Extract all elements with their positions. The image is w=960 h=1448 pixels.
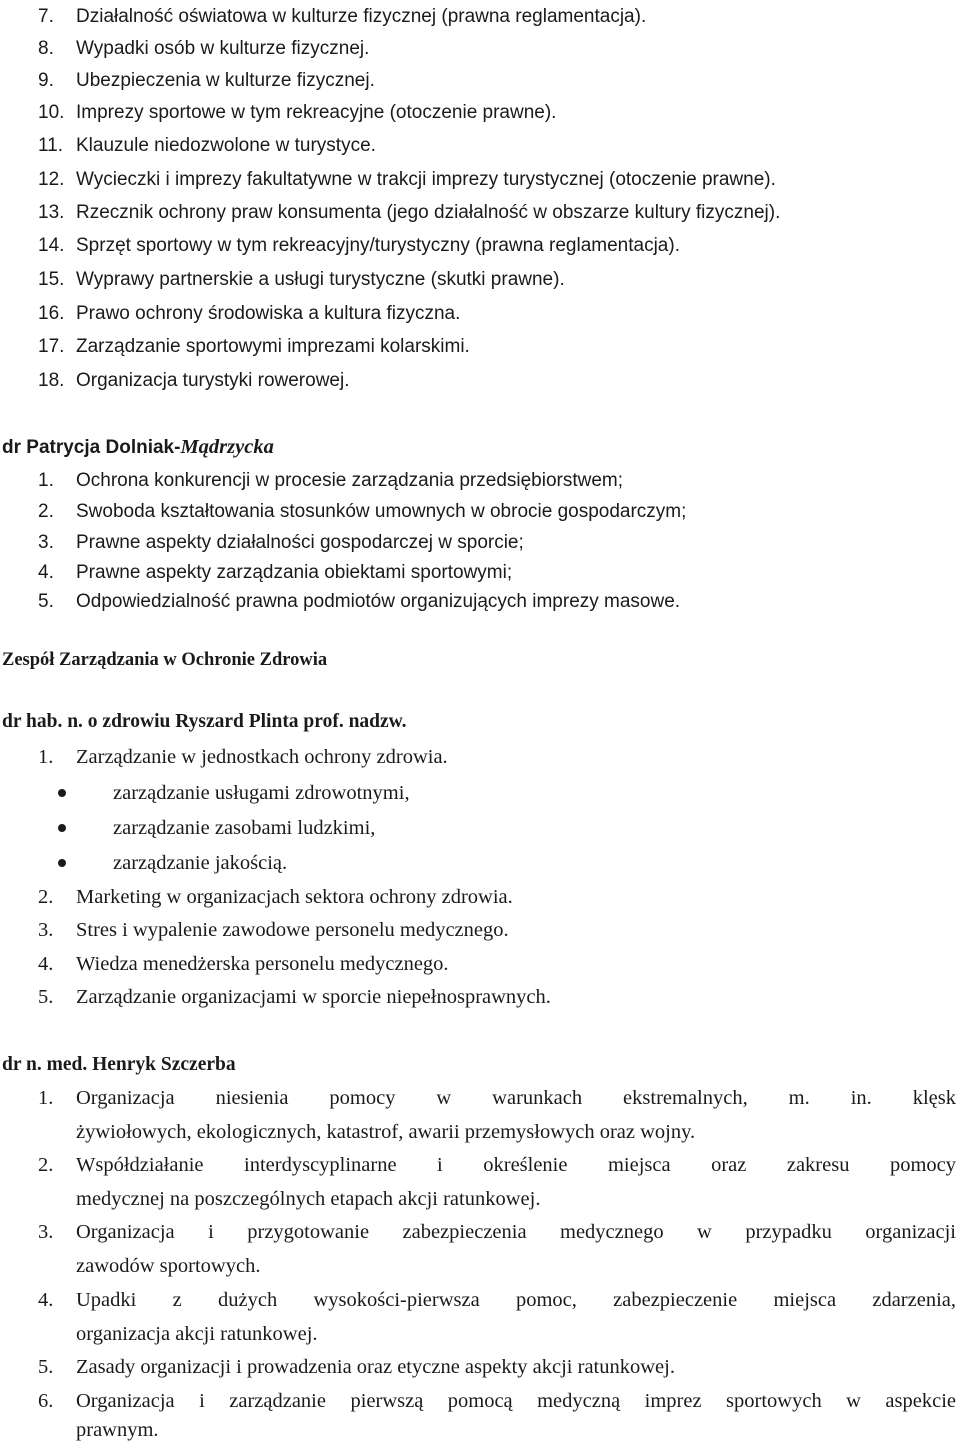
section-heading-szczerba: dr n. med. Henryk Szczerba [2, 1054, 236, 1075]
list-item: 16. Prawo ochrony środowiska a kultura fizyczna. [38, 303, 461, 324]
list-item: 9. Ubezpieczenia w kulturze fizycznej. [38, 70, 375, 91]
list-item: 5. Zarządzanie organizacjami w sporcie niepełnosprawnych. [38, 986, 551, 1008]
list-item: 1. Zarządzanie w jednostkach ochrony zdrowia. [38, 746, 448, 768]
bullet-item: zarządzanie jakością. [0, 846, 956, 880]
list-item: 6. Organizacja i zarządzanie pierwszą pomocą medyczną imprez sportowych w aspekcie [38, 1390, 956, 1412]
list-item: 3. Stres i wypalenie zawodowe personelu medycznego. [38, 919, 509, 941]
bullet-item: zarządzanie zasobami ludzkimi, [0, 811, 956, 845]
list-item: 13. Rzecznik ochrony praw konsumenta (jego działalność w obszarze kultury fizycznej). [38, 202, 781, 223]
bullet-icon [58, 824, 66, 832]
list-item-continuation: medycznej na poszczególnych etapach akcji ratunkowej. [76, 1188, 541, 1210]
list-item: 2. Marketing w organizacjach sektora ochrony zdrowia. [38, 886, 513, 908]
list-item: 5. Odpowiedzialność prawna podmiotów organizujących imprezy masowe. [38, 591, 681, 612]
list-item: 15. Wyprawy partnerskie a usługi turystyczne (skutki prawne). [38, 269, 565, 290]
list-item: 3. Organizacja i przygotowanie zabezpieczenia medycznego w przypadku organizacji [38, 1221, 956, 1243]
list-item: 12. Wycieczki i imprezy fakultatywne w trakcji imprezy turystycznej (otoczenie prawne). [38, 169, 776, 190]
section-heading-zespol: Zespół Zarządzania w Ochronie Zdrowia [2, 650, 328, 670]
list-item: 7. Działalność oświatowa w kulturze fizycznej (prawna reglamentacja). [38, 6, 647, 27]
list-item-continuation: żywiołowych, ekologicznych, katastrof, awarii przemysłowych oraz wojny. [76, 1121, 696, 1143]
list-item: 1. Ochrona konkurencji w procesie zarządzania przedsiębiorstwem; [38, 470, 624, 491]
list-item: 18. Organizacja turystyki rowerowej. [38, 370, 350, 391]
list-item: 8. Wypadki osób w kulturze fizycznej. [38, 38, 370, 59]
section-heading-plinta: dr hab. n. o zdrowiu Ryszard Plinta prof. nadzw. [2, 711, 407, 732]
list-item: 5. Zasady organizacji i prowadzenia oraz etyczne aspekty akcji ratunkowej. [38, 1356, 675, 1378]
list-item-continuation: prawnym. [76, 1419, 159, 1441]
list-item: 14. Sprzęt sportowy w tym rekreacyjny/turystyczny (prawna reglamentacja). [38, 235, 680, 256]
bullet-icon [58, 789, 66, 797]
list-item: 4. Prawne aspekty zarządzania obiektami sportowymi; [38, 562, 513, 583]
list-item: 17. Zarządzanie sportowymi imprezami kolarskimi. [38, 336, 470, 357]
list-item: 11. Klauzule niedozwolone w turystyce. [38, 135, 376, 156]
list-item: 3. Prawne aspekty działalności gospodarczej w sporcie; [38, 532, 524, 553]
section-heading-patrycja: dr Patrycja Dolniak-Mądrzycka [2, 436, 274, 458]
list-item: 4. Wiedza menedżerska personelu medycznego. [38, 953, 449, 975]
bullet-item: zarządzanie usługami zdrowotnymi, [0, 776, 956, 810]
list-item: 10. Imprezy sportowe w tym rekreacyjne (otoczenie prawne). [38, 102, 557, 123]
list-item-continuation: organizacja akcji ratunkowej. [76, 1323, 318, 1345]
list-item: 4. Upadki z dużych wysokości-pierwsza pomoc, zabezpieczenie miejsca zdarzenia, [38, 1289, 956, 1311]
list-item: 1. Organizacja niesienia pomocy w warunkach ekstremalnych, m. in. klęsk [38, 1087, 956, 1109]
list-item: 2. Swoboda kształtowania stosunków umownych w obrocie gospodarczym; [38, 501, 687, 522]
list-item-continuation: zawodów sportowych. [76, 1255, 261, 1277]
list-item: 2. Współdziałanie interdyscyplinarne i określenie miejsca oraz zakresu pomocy [38, 1154, 956, 1176]
bullet-icon [58, 859, 66, 867]
